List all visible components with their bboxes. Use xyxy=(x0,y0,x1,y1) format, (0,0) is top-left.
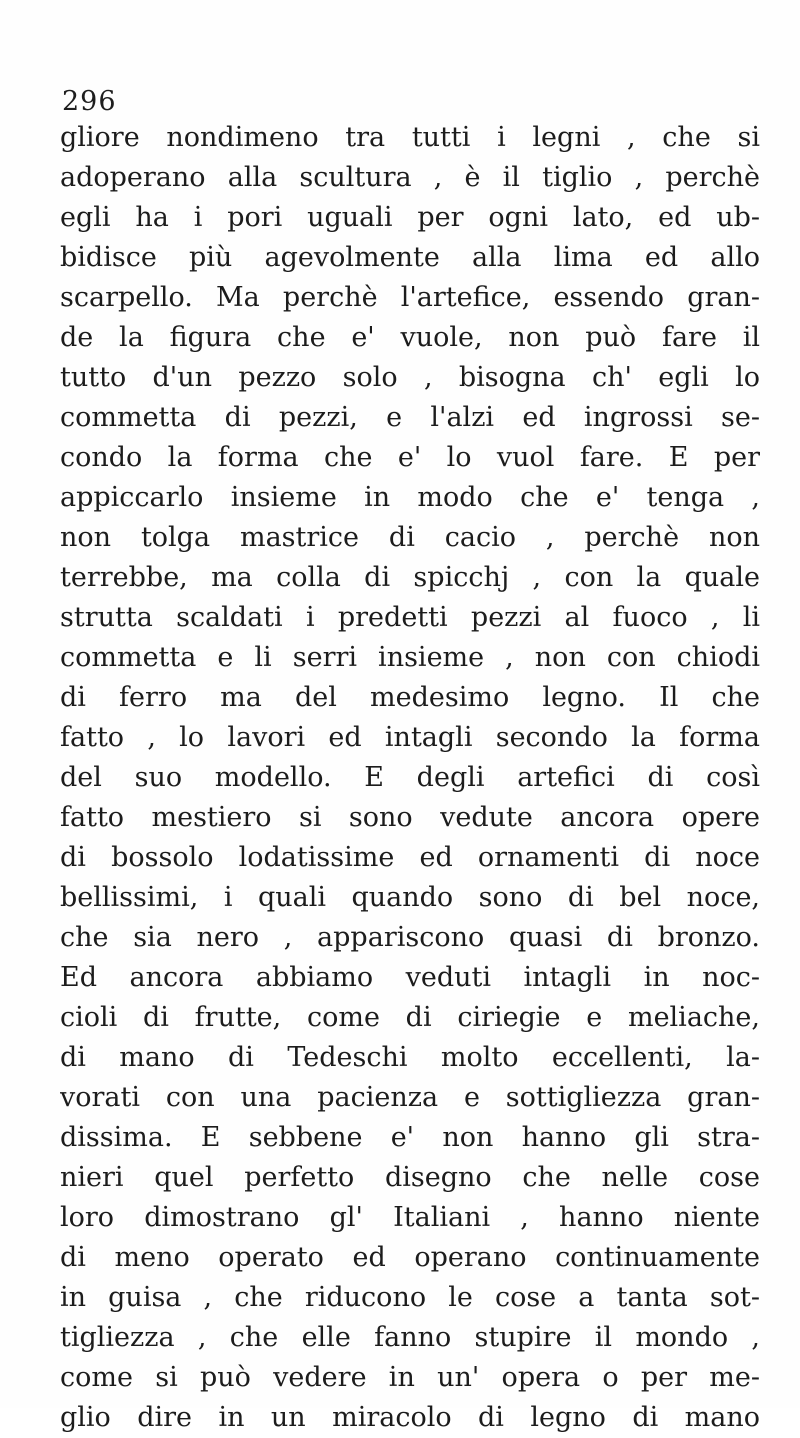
text-line: bellissimi, i quali quando sono di bel noce, xyxy=(60,882,760,913)
text-line: dissima. E sebbene e' non hanno gli stra- xyxy=(60,1122,760,1153)
text-line: vorati con una pacienza e sottigliezza gran- xyxy=(60,1082,760,1113)
text-line: gliore nondimeno tra tutti i legni , che si xyxy=(60,122,760,153)
text-line: de la figura che e' vuole, non può fare il xyxy=(60,322,760,353)
text-line: tigliezza , che elle fanno stupire il mondo , xyxy=(60,1322,760,1353)
text-line: scarpello. Ma perchè l'artefice, essendo gran- xyxy=(60,282,760,313)
text-line: fatto , lo lavori ed intagli secondo la forma xyxy=(60,722,760,753)
text-line: condo la forma che e' lo vuol fare. E per xyxy=(60,442,760,473)
text-line: come si può vedere in un' opera o per me- xyxy=(60,1362,760,1393)
text-line: in guisa , che riducono le cose a tanta sot- xyxy=(60,1282,760,1313)
text-line: che sia nero , appariscono quasi di bronzo. xyxy=(60,922,760,953)
text-line: terrebbe, ma colla di spicchj , con la quale xyxy=(60,562,760,593)
text-line: di ferro ma del medesimo legno. Il che xyxy=(60,682,760,713)
text-line: nieri quel perfetto disegno che nelle cose xyxy=(60,1162,760,1193)
text-line: di meno operato ed operano continuamente xyxy=(60,1242,760,1273)
body-text xyxy=(60,118,760,1438)
text-line: bidisce più agevolmente alla lima ed allo xyxy=(60,242,760,273)
text-line: egli ha i pori uguali per ogni lato, ed ub- xyxy=(60,202,760,233)
text-line: commetta di pezzi, e l'alzi ed ingrossi se- xyxy=(60,402,760,433)
text-line: adoperano alla scultura , è il tiglio , perchè xyxy=(60,162,760,193)
text-line: commetta e li serri insieme , non con chiodi xyxy=(60,642,760,673)
text-line: di mano di Tedeschi molto eccellenti, la- xyxy=(60,1042,760,1073)
text-line: fatto mestiero si sono vedute ancora opere xyxy=(60,802,760,833)
text-line: cioli di frutte, come di ciriegie e meliache, xyxy=(60,1002,760,1033)
text-line: tutto d'un pezzo solo , bisogna ch' egli lo xyxy=(60,362,760,393)
text-line: non tolga mastrice di cacio , perchè non xyxy=(60,522,760,553)
text-line: glio dire in un miracolo di legno di mano xyxy=(60,1402,760,1433)
page-number: 296 xyxy=(62,86,117,117)
text-line: del suo modello. E degli artefici di così xyxy=(60,762,760,793)
text-line: appiccarlo insieme in modo che e' tenga , xyxy=(60,482,760,513)
text-line: di bossolo lodatissime ed ornamenti di noce xyxy=(60,842,760,873)
text-line: strutta scaldati i predetti pezzi al fuoco , li xyxy=(60,602,760,633)
text-line: loro dimostrano gl' Italiani , hanno niente xyxy=(60,1202,760,1233)
text-line: Ed ancora abbiamo veduti intagli in noc- xyxy=(60,962,760,993)
